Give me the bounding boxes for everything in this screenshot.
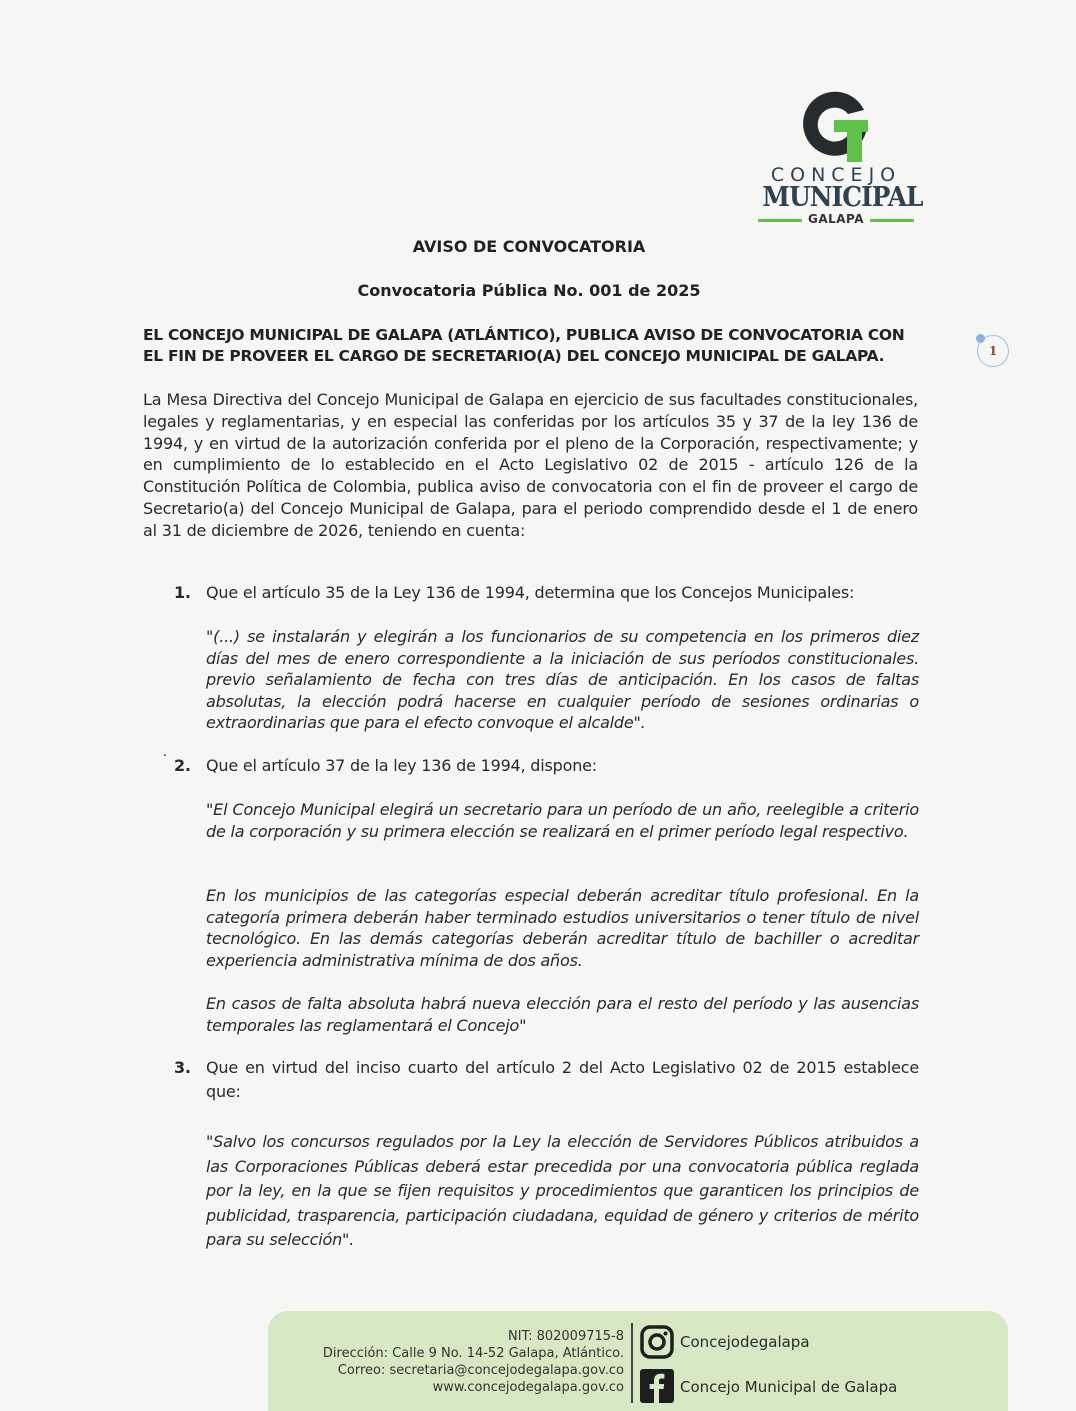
footer-website[interactable]: www.concejodegalapa.gov.co [432,1380,624,1395]
document-subtitle: Convocatoria Pública No. 001 de 2025 [357,281,701,300]
quote-2c: En casos de falta absoluta habrá nueva elección para el resto del período y las ausencias temporales las reglamentará el Concejo" [206,994,919,1035]
logo-municipal-text: MUNICIPAL [762,182,923,213]
document-title: AVISO DE CONVOCATORIA [412,237,646,256]
footer-email[interactable]: Correo: secretaria@concejodegalapa.gov.co [337,1363,624,1378]
item-text: Que en virtud del inciso cuarto del artículo 2 del Acto Legislativo 02 de 2015 establece que: [206,1058,919,1101]
quote-2b: En los municipios de las categorías especial deberán acreditar título profesional. En la categoría primera deberán haber terminado estudios universitarios o tener título de nivel tecnológico. En las demás categorías deberán acreditar título de bachiller o acreditar experiencia administrativa mínima de dos años. [206,886,919,970]
scan-artifact [164,754,166,756]
intro-paragraph: La Mesa Directiva del Concejo Municipal de Galapa en ejercicio de sus facultades constitucionales, legales y reglamentarias, y en especial las conferidas por los artículos 35 y 37 de la ley 136 de 1994, y en virtud de la autorización conferida por el pleno de la Corporación, respectivamente; y en cumplimiento de lo establecido en el Acto Legislativo 02 de 2015 - artículo 126 de la Constitución Política de Colombia, publica aviso de convocatoria con el fin de proveer el cargo de Secretario(a) del Concejo Municipal de Galapa, para el periodo comprendido desde el 1 de enero al 31 de diciembre de 2026, teniendo en cuenta: [143,390,918,540]
item-number: 3. [174,1058,191,1077]
facebook-page-name[interactable]: Concejo Municipal de Galapa [680,1378,898,1396]
quote-1: "(...) se instalarán y elegirán a los funcionarios de su competencia en los primeros diez días del mes de enero correspondiente a la iniciación de sus períodos constitucionales. previo señalamiento de fecha con tres días de anticipación. En los casos de faltas absolutas, la elección podrá hacerse en cualquier período de sesiones ordinarias o extraordinarias que para el efecto convoque el alcalde". [206,627,919,733]
footer-nit: NIT: 802009715-8 [508,1329,624,1344]
concejo-logo [756,84,923,234]
item-number: 2. [174,756,191,775]
instagram-icon [640,1325,674,1359]
logo-galapa-row [756,212,916,228]
footer [268,1311,1008,1411]
footer-divider [631,1323,633,1403]
item-text: Que el artículo 35 de la Ley 136 de 1994, determina que los Concejos Municipales: [206,583,855,602]
quote-3: "Salvo los concursos regulados por la Ley la elección de Servidores Públicos atribuidos a las Corporaciones Públicas deberá estar precedida por una convocatoria pública reglada por la ley, en la que se fijen requisitos y procedimientos que garanticen los principios de publicidad, trasparencia, participación ciudadana, equidad de género y criterios de mérito para su selección". [206,1132,919,1250]
quote-2a: "El Concejo Municipal elegirá un secretario para un período de un año, reelegible a criterio de la corporación y su primera elección se realizará en el primer período legal respectivo. [206,800,919,841]
logo-galapa-text: GALAPA [807,212,865,226]
footer-contact-info [323,1328,624,1396]
page-number-badge [977,335,1009,367]
document-heading: EL CONCEJO MUNICIPAL DE GALAPA (ATLÁNTICO), PUBLICA AVISO DE CONVOCATORIA CON EL FIN DE PROVEER EL CARGO DE SECRETARIO(A) DEL CONCEJO MUNICIPAL DE GALAPA. [143,326,905,365]
badge-dot [976,334,985,343]
item-text: Que el artículo 37 de la ley 136 de 1994, dispone: [206,756,597,775]
logo-line-right [870,219,914,222]
instagram-handle[interactable]: Concejodegalapa [680,1333,810,1351]
footer-address: Dirección: Calle 9 No. 14-52 Galapa, Atlántico. [322,1346,624,1361]
item-number: 1. [174,583,191,602]
g-logo-icon [794,84,878,164]
logo-concejo-text: CONCEJO [770,164,902,186]
page-number: 1 [988,344,998,358]
